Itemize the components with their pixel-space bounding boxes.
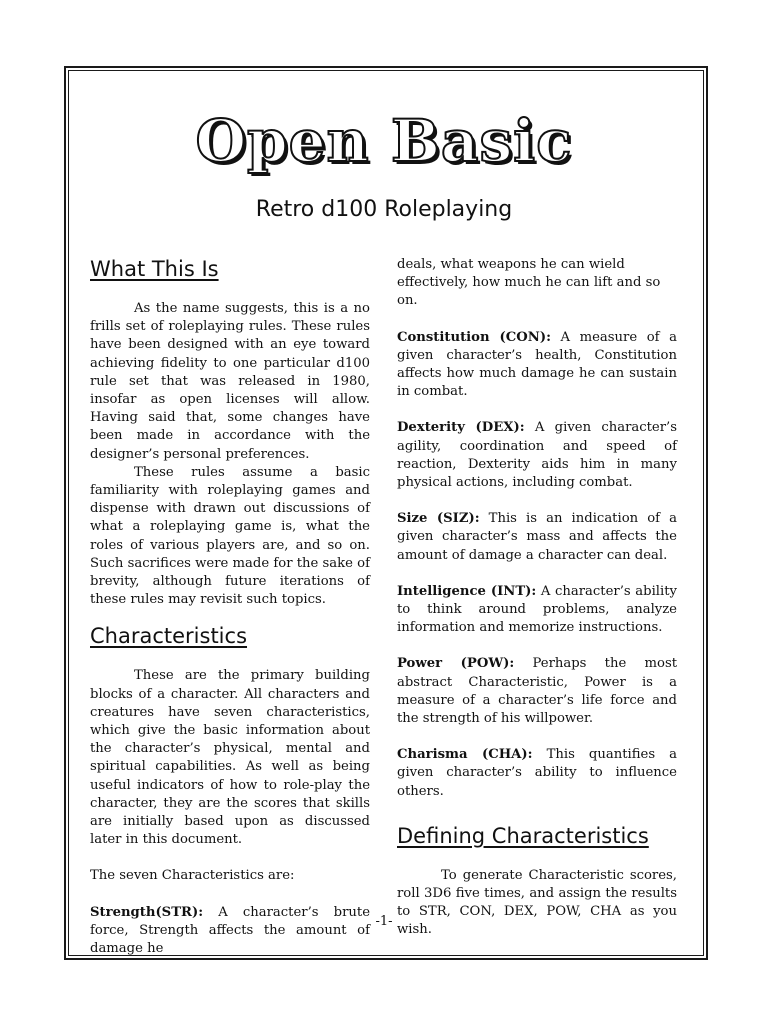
characteristic-term: Dexterity (DEX):: [397, 420, 525, 436]
characteristic-description: A measure of a given character’s health, Constitution affects how much damage he can sustain in combat.: [397, 329, 678, 400]
section-heading-what-this-is: What This Is: [90, 257, 219, 281]
characteristic-term: Intelligence (INT):: [397, 583, 537, 599]
characteristic-description: Perhaps the most abstract Characteristic, Power is a measure of a character’s life force and the strength of his willpower.: [397, 656, 678, 727]
characteristic-entry: [397, 655, 677, 728]
characteristic-description: A character’s ability to think around problems, analyze information and memorize instructions.: [397, 583, 677, 636]
characteristic-entry: [397, 510, 677, 565]
characteristic-term: Charisma (CHA):: [397, 747, 533, 763]
characteristic-entry: [397, 329, 677, 402]
characteristic-description: This is an indication of a given character’s mass and affects the amount of damage a character can deal.: [397, 511, 677, 563]
characteristic-description: This quantifies a given character’s ability to influence others.: [397, 747, 678, 799]
section-heading-characteristics: Characteristics: [90, 624, 248, 649]
characteristic-description: A given character’s agility, coordination and speed of reaction, Dexterity aids him in many physical actions, including combat.: [397, 420, 678, 491]
paragraph: deals, what weapons he can wield effectively, how much he can lift and so on.: [397, 257, 661, 309]
page-number: -1-: [375, 914, 393, 929]
characteristic-term: Power (POW):: [397, 656, 515, 672]
paragraph: These rules assume a basic familiarity with roleplaying games and dispense with drawn out discussions of what a roleplaying game is, what the roles of various players are, and so on. Such sacrifices were made for the sake of brevity, although future iterations of these rules may revisit such topics.: [90, 464, 370, 608]
characteristic-entry: [397, 746, 677, 801]
section-heading-defining-characteristics: Defining Characteristics: [397, 823, 649, 848]
characteristic-term: Constitution (CON):: [397, 329, 551, 345]
characteristic-term: Size (SIZ):: [397, 511, 480, 527]
document-subtitle: Retro d100 Roleplaying: [255, 197, 513, 222]
paragraph: To generate Characteristic scores, roll 3D6 five times, and assign the results to STR, CON, DEX, POW, CHA as you wish.: [397, 867, 677, 938]
characteristic-description: A character’s brute force, Strength affects the amount of damage he: [90, 904, 370, 957]
characteristic-entry: [397, 419, 677, 492]
paragraph: These are the primary building blocks of a character. All characters and creatures have seven characteristics, which give the basic information about the character’s physical, mental and spiritual capabilities. As well as being useful indicators of how to role-play the character, they are the scores that skills are initially based upon as discussed later in this document.: [90, 668, 370, 848]
characteristic-entry: [397, 583, 677, 638]
left-column: [90, 256, 370, 958]
paragraph: As the name suggests, this is a no frills set of roleplaying rules. These rules have been designed with an eye toward achieving fidelity to one particular d100 rule set that was released in 1980, insofar as open licenses will allow. Having said that, some changes have been made in accordance with the designer’s personal preferences.: [90, 301, 370, 462]
paragraph: The seven Characteristics are:: [90, 868, 295, 884]
characteristic-entry: [90, 904, 370, 959]
characteristic-term: Strength(STR):: [90, 904, 204, 920]
right-column: [397, 256, 677, 940]
document-title: Open Basic: [195, 107, 573, 175]
